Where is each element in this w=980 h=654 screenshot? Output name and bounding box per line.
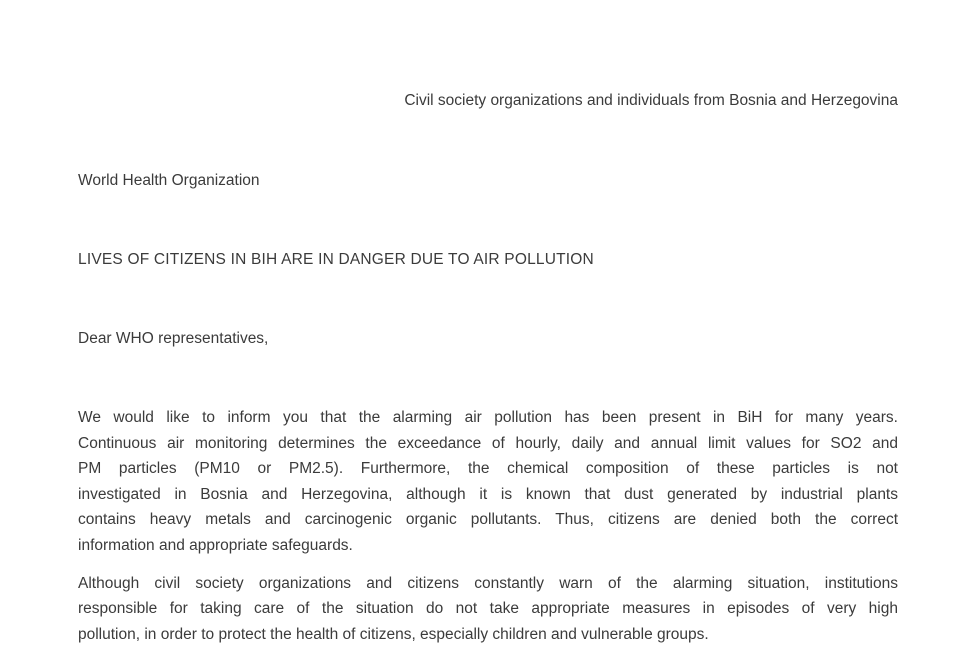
paragraph-line: contains heavy metals and carcinogenic organic pollutants. Thus, citizens are denied both the correct — [78, 511, 898, 529]
recipient-line: World Health Organization — [78, 172, 260, 189]
paragraph-line: Although civil society organizations and citizens constantly warn of the alarming situation, institutions — [78, 574, 898, 592]
body-paragraph-1 — [78, 405, 898, 559]
paragraph-line: investigated in Bosnia and Herzegovina, although it is known that dust generated by industrial plants — [78, 485, 898, 503]
sender-line: Civil society organizations and individuals from Bosnia and Herzegovina — [404, 92, 898, 109]
paragraph-line: responsible for taking care of the situation do not take appropriate measures in episodes of very high — [78, 600, 898, 618]
paragraph-line: Continuous air monitoring determines the exceedance of hourly, daily and annual limit values for SO2 and — [78, 434, 898, 452]
body-paragraph-2 — [78, 571, 898, 648]
subject-line: LIVES OF CITIZENS IN BIH ARE IN DANGER DUE TO AIR POLLUTION — [78, 251, 594, 268]
salutation-line: Dear WHO representatives, — [78, 330, 269, 347]
paragraph-line: information and appropriate safeguards. — [78, 536, 353, 554]
paragraph-line: We would like to inform you that the alarming air pollution has been present in BiH for many years. — [78, 409, 898, 426]
paragraph-line: PM particles (PM10 or PM2.5). Furthermore, the chemical composition of these particles is not — [78, 460, 898, 478]
paragraph-line: pollution, in order to protect the health of citizens, especially children and vulnerable groups. — [78, 625, 709, 643]
